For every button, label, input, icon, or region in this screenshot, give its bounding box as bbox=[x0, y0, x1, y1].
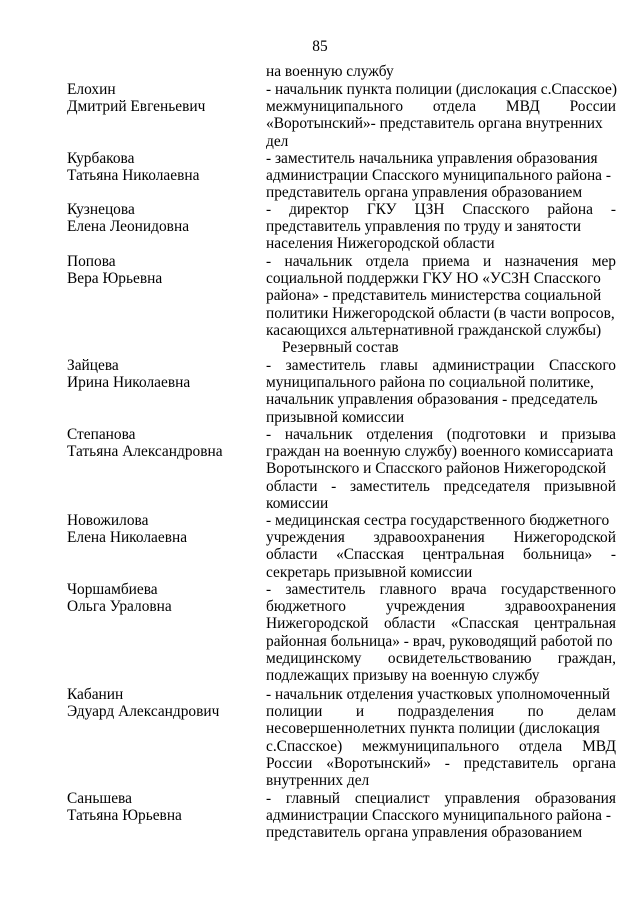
continuation-text: на военную службу bbox=[266, 63, 394, 80]
member-given-name: Елена Николаевна bbox=[67, 529, 188, 547]
role-line: бюджетного учреждения здравоохранения bbox=[266, 598, 616, 616]
member-name bbox=[67, 253, 262, 287]
member-name bbox=[67, 81, 262, 115]
role-line: полиции и подразделения по делам bbox=[266, 703, 616, 721]
member-name bbox=[67, 201, 262, 235]
member-given-name: Дмитрий Евгеньевич bbox=[67, 98, 206, 116]
role-line: администрации Спасского муниципального района - bbox=[266, 807, 611, 825]
member-given-name: Татьяна Юрьевна bbox=[67, 807, 182, 825]
member-role bbox=[266, 150, 616, 202]
member-name bbox=[67, 426, 262, 460]
member-surname: Зайцева bbox=[67, 357, 119, 374]
page-number: 85 bbox=[312, 38, 328, 55]
member-surname: Саньшева bbox=[67, 790, 132, 807]
role-line: политики Нижегородской области (в части вопросов, bbox=[266, 304, 615, 322]
member-role bbox=[266, 81, 616, 150]
member-name bbox=[67, 150, 262, 184]
role-line: начальник управления образования - председатель bbox=[266, 391, 598, 409]
member-role bbox=[266, 512, 616, 581]
member-role bbox=[266, 201, 616, 253]
member-given-name: Вера Юрьевна bbox=[67, 270, 163, 288]
role-line: медицинскому освидетельствованию граждан, bbox=[266, 649, 616, 667]
role-line: граждан на военную службу) военного комиссариата bbox=[266, 443, 614, 461]
role-line: области «Спасская центральная больница» - bbox=[266, 546, 616, 564]
role-line: - начальник пункта полиции (дислокация с.Спасское) bbox=[266, 81, 617, 98]
role-line: - начальник отделения участковых уполномоченный bbox=[266, 686, 610, 703]
role-line: муниципального района по социальной политике, bbox=[266, 374, 594, 392]
member-role bbox=[266, 426, 616, 512]
role-line: Воротынского и Спасского районов Нижегородской bbox=[266, 460, 607, 478]
role-line: с.Спасское) межмуниципального отдела МВД bbox=[266, 737, 616, 755]
member-surname: Степанова bbox=[67, 426, 136, 443]
role-line: области - заместитель председателя призывной bbox=[266, 477, 616, 495]
role-line: - директор ГКУ ЦЗН Спасского района - bbox=[266, 201, 616, 218]
role-line: дел bbox=[266, 132, 289, 150]
member-role bbox=[266, 581, 616, 684]
role-line: несовершеннолетних пункта полиции (дислокация bbox=[266, 720, 600, 738]
reserve-heading: Резервный состав bbox=[282, 339, 399, 356]
member-role bbox=[266, 253, 616, 339]
role-line: представитель органа управления образованием bbox=[266, 184, 583, 202]
role-line: - главный специалист управления образования bbox=[266, 790, 616, 807]
role-line: Нижегородской области «Спасская центральная bbox=[266, 615, 616, 633]
role-line: - заместитель главного врача государственного bbox=[266, 581, 616, 598]
role-line: района» - представитель министерства социальной bbox=[266, 287, 602, 305]
member-role bbox=[266, 790, 616, 842]
member-name bbox=[67, 357, 262, 391]
member-name bbox=[67, 686, 262, 720]
role-line: населения Нижегородской области bbox=[266, 235, 495, 253]
role-line: подлежащих призыву на военную службу bbox=[266, 667, 540, 685]
member-given-name: Елена Леонидовна bbox=[67, 218, 190, 236]
role-line: - начальник отделения (подготовки и призыва bbox=[266, 426, 616, 443]
role-line: касающихся альтернативной гражданской службы) bbox=[266, 321, 602, 339]
member-role bbox=[266, 357, 616, 426]
member-surname: Чоршамбиева bbox=[67, 581, 158, 598]
role-line: призывной комиссии bbox=[266, 408, 405, 426]
role-line: секретарь призывной комиссии bbox=[266, 563, 473, 581]
role-line: внутренних дел bbox=[266, 772, 370, 790]
member-surname: Курбакова bbox=[67, 150, 135, 167]
member-surname: Попова bbox=[67, 253, 116, 270]
role-line: представитель управления по труду и занятости bbox=[266, 218, 581, 236]
role-line: районная больница» - врач, руководящий работой по bbox=[266, 632, 613, 650]
role-line: учреждения здравоохранения Нижегородской bbox=[266, 529, 616, 547]
member-role bbox=[266, 686, 616, 789]
member-given-name: Ольга Ураловна bbox=[67, 598, 172, 616]
member-surname: Кабанин bbox=[67, 686, 124, 703]
role-line: - начальник отдела приема и назначения мер bbox=[266, 253, 616, 270]
role-line: - медицинская сестра государственного бюджетного bbox=[266, 512, 610, 529]
role-line: - заместитель главы администрации Спасского bbox=[266, 357, 616, 374]
member-name bbox=[67, 790, 262, 824]
member-surname: Новожилова bbox=[67, 512, 149, 529]
member-given-name: Татьяна Александровна bbox=[67, 443, 223, 461]
role-line: комиссии bbox=[266, 494, 329, 512]
role-line: межмуниципального отдела МВД России bbox=[266, 98, 616, 116]
member-given-name: Татьяна Николаевна bbox=[67, 167, 200, 185]
role-line: администрации Спасского муниципального района - bbox=[266, 167, 611, 185]
member-surname: Кузнецова bbox=[67, 201, 135, 218]
member-name bbox=[67, 581, 262, 615]
role-line: «Воротынский»- представитель органа внутренних bbox=[266, 115, 603, 133]
role-line: России «Воротынский» - представитель органа bbox=[266, 754, 616, 772]
role-line: социальной поддержки ГКУ НО «УСЗН Спасского bbox=[266, 270, 601, 288]
role-line: представитель органа управления образованием bbox=[266, 824, 583, 842]
member-given-name: Эдуард Александрович bbox=[67, 703, 220, 721]
member-given-name: Ирина Николаевна bbox=[67, 374, 191, 392]
role-line: - заместитель начальника управления образования bbox=[266, 150, 598, 167]
member-name bbox=[67, 512, 262, 546]
member-surname: Елохин bbox=[67, 81, 116, 98]
